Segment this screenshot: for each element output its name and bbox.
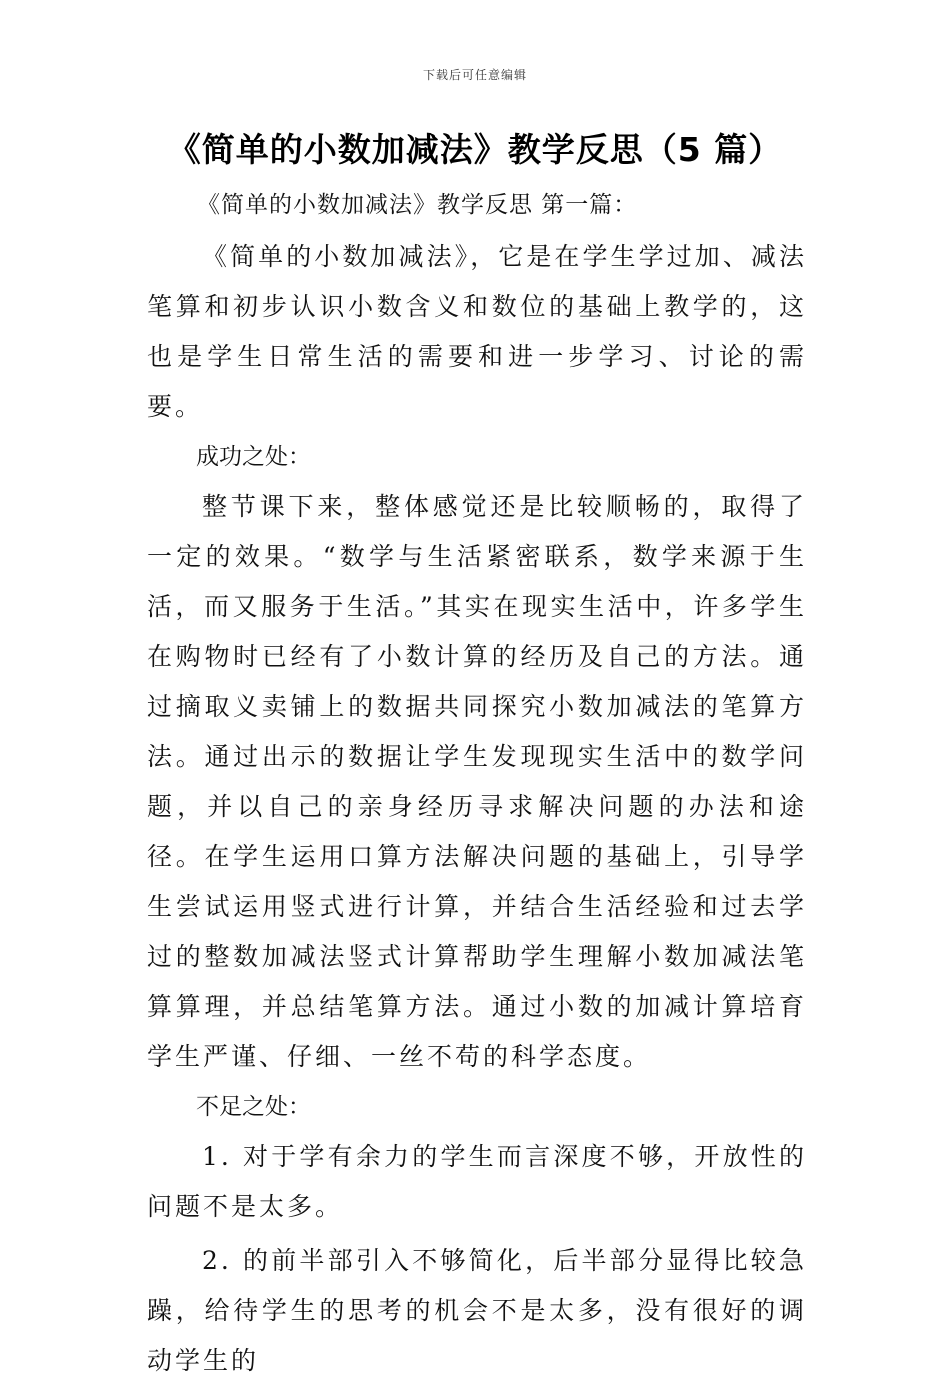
shortcoming-item-1: 1. 对于学有余力的学生而言深度不够，开放性的问题不是太多。 <box>147 1142 807 1221</box>
section-heading: 《简单的小数加减法》教学反思 第一篇： <box>197 192 638 218</box>
success-label: 成功之处： <box>196 444 311 470</box>
shortcoming-label: 不足之处： <box>196 1094 311 1120</box>
intro-paragraph: 《简单的小数加减法》，它是在学生学过加、减法笔算和初步认识小数含义和数位的基础上教学的，这也是学生日常生活的需要和进一步学习、讨论的需要。 <box>147 242 807 421</box>
shortcoming-item-2: 2. 的前半部引入不够简化，后半部分显得比较急躁，给待学生的思考的机会不是太多，没有很好的调动学生的 <box>147 1246 807 1375</box>
header-note: 下载后可任意编辑 <box>422 68 527 82</box>
success-paragraph: 整节课下来，整体感觉还是比较顺畅的，取得了一定的效果。“数学与生活紧密联系，数学来源于生活，而又服务于生活。”其实在现实生活中，许多学生在购物时已经有了小数计算的经历及自己的方法。通过摘取义卖铺上的数据共同探究小数加减法的笔算方法。通过出示的数据让学生发现现实生活中的数学问题，并以自己的亲身经历寻求解决问题的办法和途径。在学生运用口算方法解决问题的基础上，引导学生尝试运用竖式进行计算，并结合生活经验和过去学过的整数加减法竖式计算帮助学生理解小数加减法笔算算理，并总结笔算方法。通过小数的加减计算培育学生严谨、仔细、一丝不苟的科学态度。 <box>147 492 807 1071</box>
document-body <box>147 180 807 1386</box>
document-title: 《简单的小数加减法》教学反思（5 篇） <box>167 130 783 169</box>
